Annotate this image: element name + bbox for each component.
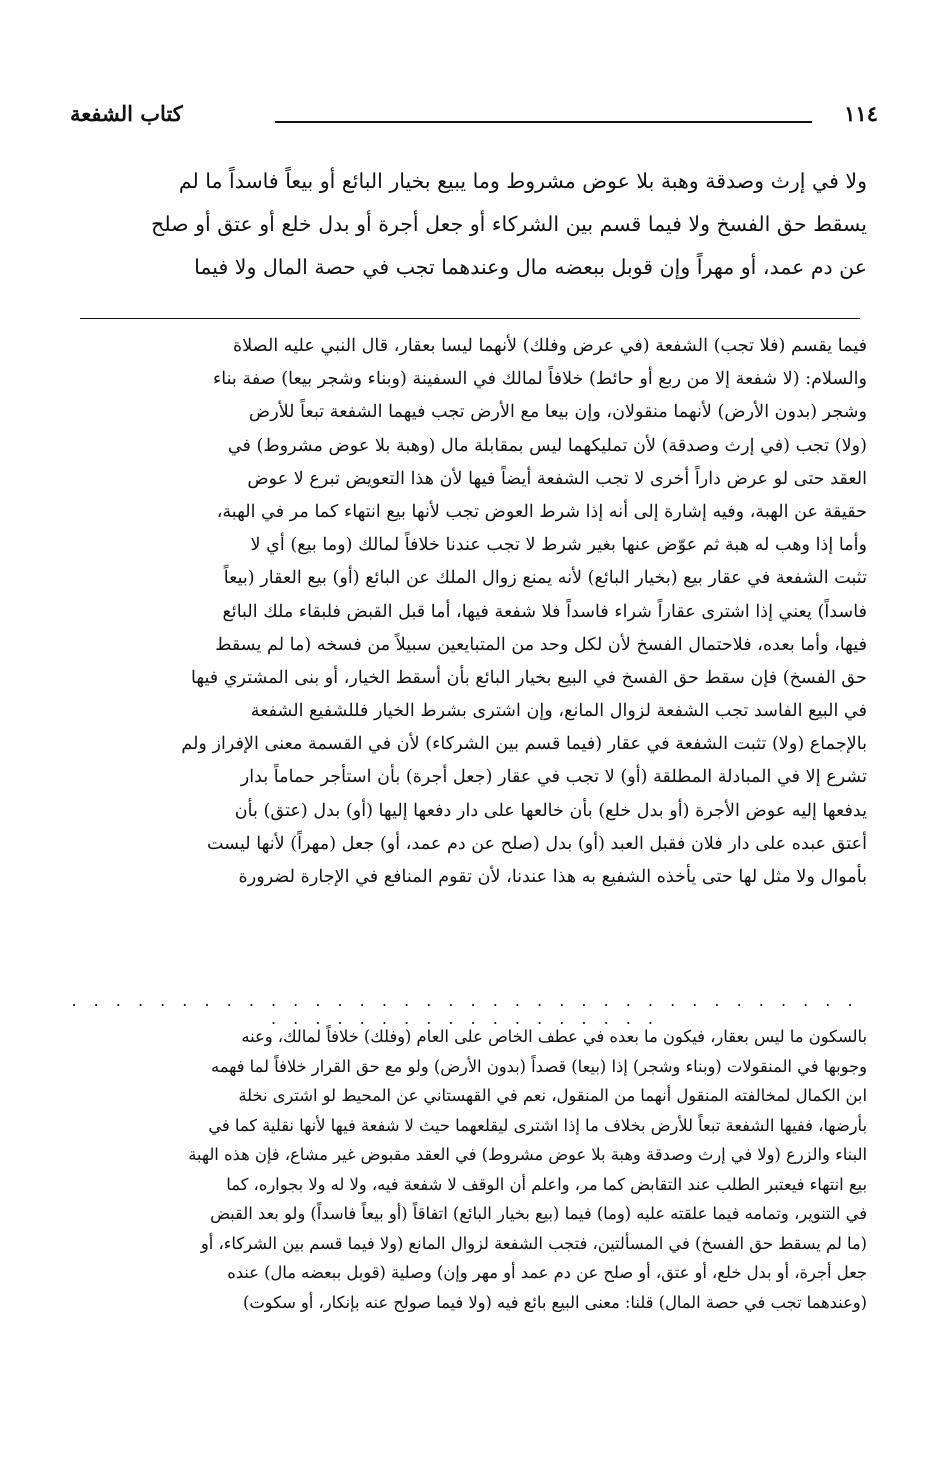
footnote-line: (ما لم يسقط حق الفسخ) في المسألتين، فتجب الشفعة لزوال المانع (ولا فيما قسم بين الشركاء، أو (200, 1233, 867, 1253)
footnote-line: في التنوير، وتمامه فيما علقته عليه (وما) فيما (بيع بخيار البائع) اتفاقاً (أو بيعاً فاسداً) ولو بعد القبض (210, 1204, 867, 1223)
commentary-line: أعتق عبده على دار فلان فقبل العبد (أو) بدل (صلح عن دم عمد، أو) جعل (مهراً) لأنها ليست (206, 833, 867, 854)
footnote-line: جعل أجرة، أو بدل خلع، أو عتق، أو صلح عن دم عمد أو مهر وإن) وصلية (قوبل ببعضه مال) عنده (227, 1263, 867, 1282)
main-text (77, 160, 867, 289)
footnote-line: البناء والزرع (ولا في إرث وصدقة وهبة بلا عوض مشروط) في العقد مقبوض غير مشاع، فإن هذه الهبة (188, 1145, 867, 1164)
footnote-line: ابن الكمال لمخالفته المنقول أنهما من المنقول، نعم في القهستاني عن المحيط لو اشترى نخلة (238, 1086, 867, 1105)
commentary-line: بأموال ولا مثل لها حتى يأخذه الشفيع به هذا عندنا، لأن تقوم المنافع في الإجارة لضرورة (238, 867, 867, 887)
footnote-line: (وعندهما تجب في حصة المال) قلنا: معنى البيع بائع فيه (ولا فيما صولح عنه بإنكار، أو سكوت) (243, 1292, 867, 1312)
commentary-line: فيما يقسم (فلا تجب) الشفعة (في عرض وفلك) لأنهما ليسا بعقار، قال النبي عليه الصلاة (232, 336, 867, 356)
commentary-line: (ولا) تجب (في إرث وصدقة) لأن تمليكهما ليس بمقابلة مال (وهبة بلا عوض مشروط) في (227, 435, 867, 456)
footnotes (72, 1022, 867, 1317)
commentary-line: بالإجماع (ولا) تثبت الشفعة في عقار (فيما قسم بين الشركاء) لأن في القسمة معنى الإفراز ولم (181, 734, 867, 755)
commentary-line: في البيع الفاسد تجب الشفعة لزوال المانع، وإن اشترى بشرط الخيار فللشفيع الشفعة (250, 701, 867, 722)
commentary-line: يدفعها إليه عوض الأجرة (أو بدل خلع) بأن خالعها على دار دفعها إليها (أو) بدل (عتق) بأن (234, 800, 867, 821)
page-number: ١١٤ (844, 101, 878, 126)
commentary (72, 330, 867, 894)
commentary-line: وشجر (بدون الأرض) لأنهما منقولان، وإن بيعا مع الأرض تجب فيهما الشفعة تبعاً للأرض (248, 402, 867, 423)
commentary-line: تشرع إلا في المبادلة المطلقة (أو) لا تجب في عقار (جعل أجرة) بأن استأجر حماماً بدار (240, 767, 867, 788)
commentary-line: العقد حتى لو عرض داراً أخرى لا تجب الشفعة أيضاً فيها لأن هذا التعويض تبرع لا عوض (247, 468, 867, 489)
commentary-line: والسلام: (لا شفعة إلا من ربع أو حائط) خلافاً لمالك في السفينة (وبناء وشجر بيعا) صفة بناء (212, 369, 867, 390)
section-divider (80, 318, 860, 319)
main-text-line: عن دم عمد، أو مهراً وإن قوبل ببعضه مال وعندهما تجب في حصة المال ولا فيما (194, 255, 867, 279)
commentary-line: وأما إذا وهب له هبة ثم عوّض عنها بغير شرط لا تجب عندنا خلافاً لمالك (وما بيع) أي لا (250, 535, 867, 556)
commentary-line: حقيقة عن الهبة، وفيه إشارة إلى أنه إذا شرط العوض تجب لأنها بيع انتهاء كما مر في الهبة، (216, 501, 867, 522)
commentary-line: حق الفسخ) فإن سقط حق الفسخ في البيع بخيار البائع بأن أسقط الخيار، أو بنى المشتري فيها (191, 667, 867, 688)
footnote-line: وجوبها في المنقولات (وبناء وشجر) إذا (بيعا) قصداً (بدون الأرض) ولو مع حق القرار خلافاً لما فهمه (210, 1056, 867, 1076)
book-title: كتاب الشفعة (70, 101, 183, 126)
main-text-line: ولا في إرث وصدقة وهبة بلا عوض مشروط وما يبيع بخيار البائع أو بيعاً فاسداً ما لم (178, 169, 867, 193)
footnote-line: بأرضها، ففيها الشفعة تبعاً للأرض بخلاف ما إذا اشترى ليقلعهما حيث لا شفعة فيها لأنها نقلية كما في (208, 1115, 867, 1135)
footnote-separator: . . . . . . . . . . . . . . . . . . . . . . . . . . . . . . . . . . . . . . . . . . . . . . . . . . . . . . (71, 991, 859, 1028)
commentary-line: فاسداً) يعني إذا اشترى عقاراً شراء فاسداً فلا شفعة فيها، أما قبل القبض فلبقاء ملك البائع (222, 601, 867, 622)
main-text-line: يسقط حق الفسخ ولا فيما قسم بين الشركاء أو جعل أجرة أو بدل خلع أو عتق أو صلح (151, 212, 867, 236)
footnote-line: بالسكون ما ليس بعقار، فيكون ما بعده في عطف الخاص على العام (وفلك) خلافاً لمالك، وعنه (241, 1027, 867, 1046)
commentary-line: تثبت الشفعة في عقار بيع (بخيار البائع) لأنه يمنع زوال الملك عن البائع (أو) بيع العقار (بيعاً (223, 568, 867, 589)
header-rule (275, 121, 812, 123)
page-header (70, 100, 878, 130)
footnote-line: بيع انتهاء فيعتبر الطلب عند التقابض كما مر، واعلم أن الوقف لا شفعة فيه، ولا له ولا بجواره، كما (226, 1174, 867, 1194)
commentary-line: فيها، وأما بعده، فلاحتمال الفسخ لأن لكل وحد من المتبايعين سبيلاً من فسخه (ما لم يسقط (215, 634, 867, 655)
